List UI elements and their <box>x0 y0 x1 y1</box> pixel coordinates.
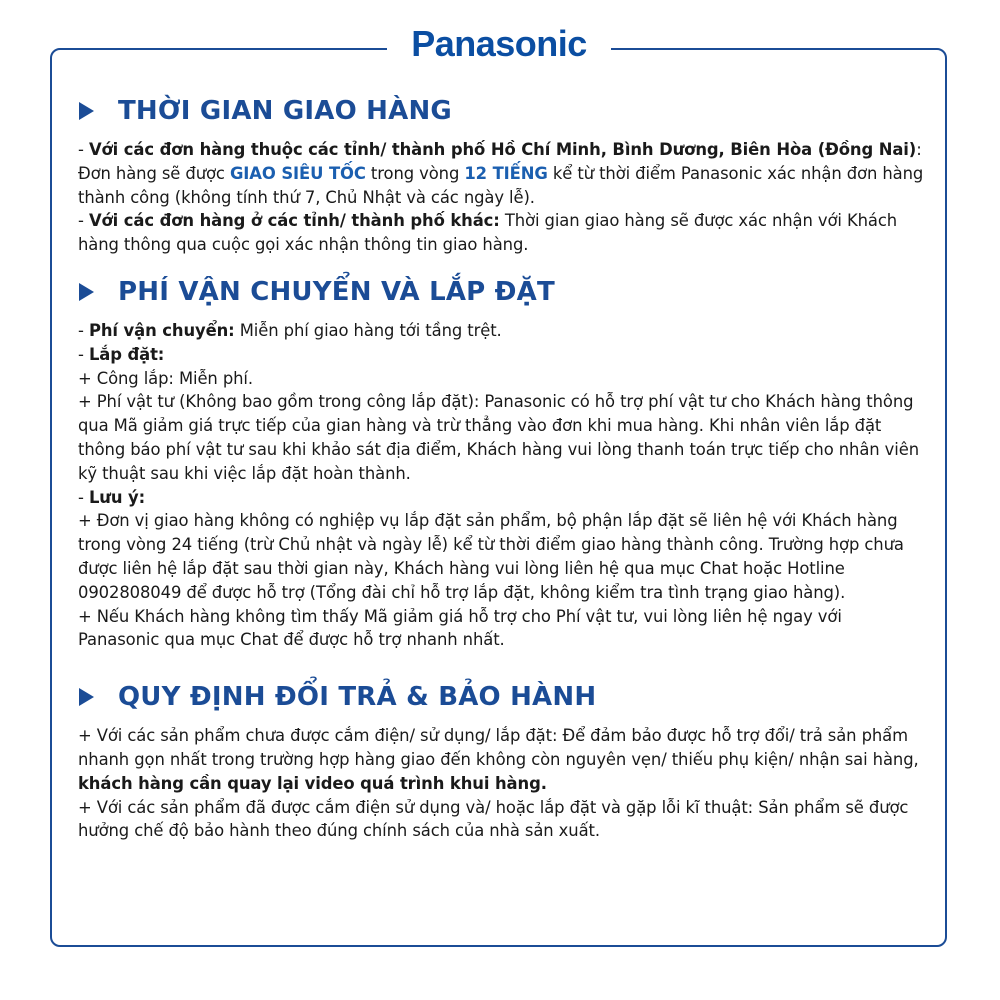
delivery-paragraph-2: - Với các đơn hàng ở các tỉnh/ thành phố khác: Thời gian giao hàng sẽ được xác nhận với Khách hàng thông qua cuộc gọi xác nhận thông tin giao hàng. <box>78 211 898 255</box>
note-paragraph-2: + Nếu Khách hàng không tìm thấy Mã giảm giá hỗ trợ cho Phí vật tư, vui lòng liên hệ ngay với Panasonic qua mục Chat để được hỗ trợ nhanh nhất. <box>78 606 842 650</box>
return-paragraph-1: + Với các sản phẩm chưa được cắm điện/ sử dụng/ lắp đặt: Để đảm bảo được hỗ trợ đổi/ trả sản phẩm nhanh gọn nhất trong trường hợp hàng giao đến không còn nguyên vẹn/ thiếu phụ kiện/ nhận sai hàng, khách hàng cần quay lại video quá trình khui hàng. <box>78 726 919 793</box>
note-label: - Lưu ý: <box>78 487 146 507</box>
section-heading-return-warranty <box>78 674 928 720</box>
delivery-paragraph-1: - Với các đơn hàng thuộc các tỉnh/ thành phố Hồ Chí Minh, Bình Dương, Biên Hòa (Đồng Nai): Đơn hàng sẽ được GIAO SIÊU TỐC trong vòng 12 TIẾNG kể từ thời điểm Panasonic xác nhận đơn hàng thành công (không tính thứ 7, Chủ Nhật và các ngày lễ). <box>78 140 924 207</box>
installation-labor-line: + Công lắp: Miễn phí. <box>78 368 253 388</box>
triangle-bullet-icon <box>79 688 94 706</box>
section-title: PHÍ VẬN CHUYỂN VÀ LẮP ĐẶT <box>118 276 555 307</box>
triangle-bullet-icon <box>79 102 94 120</box>
section-title: THỜI GIAN GIAO HÀNG <box>118 96 452 126</box>
panasonic-logo: Panasonic <box>387 22 611 66</box>
triangle-bullet-icon <box>79 283 94 301</box>
section-title: QUY ĐỊNH ĐỔI TRẢ & BẢO HÀNH <box>118 682 597 713</box>
material-fee-paragraph: + Phí vật tư (Không bao gồm trong công lắp đặt): Panasonic có hỗ trợ phí vật tư cho Khách hàng thông qua Mã giảm giá trực tiếp của gian hàng và trừ thẳng vào đơn khi mua hàng. Khi nhân viên lắp đặt thông báo phí vật tư sau khi khảo sát địa điểm, Khách hàng vui lòng thanh toán trực tiếp cho nhân viên kỹ thuật sau khi việc lắp đặt hoàn thành. <box>78 392 919 483</box>
section-heading-shipping-installation <box>78 269 928 315</box>
return-paragraph-2: + Với các sản phẩm đã được cắm điện sử dụng và/ hoặc lắp đặt và gặp lỗi kĩ thuật: Sản phẩm sẽ được hưởng chế độ bảo hành theo đúng chính sách của nhà sản xuất. <box>78 797 909 841</box>
note-paragraph-1: + Đơn vị giao hàng không có nghiệp vụ lắp đặt sản phẩm, bộ phận lắp đặt sẽ liên hệ với Khách hàng trong vòng 24 tiếng (trừ Chủ nhật và ngày lễ) kể từ thời điểm giao hàng thành công. Trường hợp chưa được liên hệ lắp đặt sau thời gian này, Khách hàng vui lòng liên hệ qua mục Chat hoặc Hotline 0902808049 để được hỗ trợ (Tổng đài chỉ hỗ trợ lắp đặt, không kiểm tra tình trạng giao hàng). <box>78 511 904 602</box>
section-heading-delivery-time <box>78 88 928 134</box>
installation-label: - Lắp đặt: <box>78 344 165 364</box>
highlight-express: GIAO SIÊU TỐC <box>229 163 366 183</box>
highlight-12-hours: 12 TIẾNG <box>464 163 548 183</box>
shipping-fee-line: - Phí vận chuyển: Miễn phí giao hàng tới tầng trệt. <box>78 320 502 340</box>
policy-content <box>78 88 928 843</box>
